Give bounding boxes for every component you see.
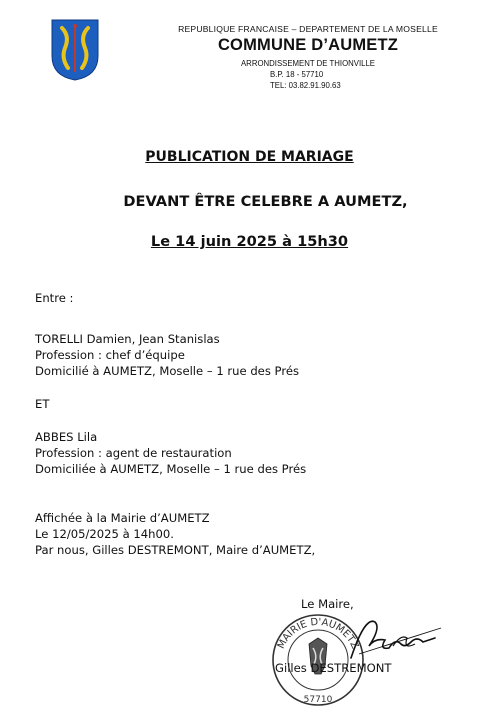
celebration-date-text: Le 14 juin 2025 à 15h30: [150, 233, 349, 250]
celebration-date: [0, 233, 499, 250]
posting-authority: Par nous, Gilles DESTREMONT, Maire d’AUMETZ,: [35, 543, 316, 557]
mayor-title: Le Maire,: [301, 597, 354, 611]
republic-department-line: REPUBLIQUE FRANCAISE – DEPARTEMENT DE LA MOSELLE: [178, 24, 438, 34]
person1-domicile: Domicilié à AUMETZ, Moselle – 1 rue des Prés: [35, 364, 300, 378]
coat-of-arms-icon: [50, 18, 100, 82]
commune-name: COMMUNE D’AUMETZ: [217, 36, 399, 54]
telephone: TEL: 03.82.91.90.63: [270, 81, 341, 90]
person2-domicile: Domiciliée à AUMETZ, Moselle – 1 rue des Prés: [35, 462, 307, 476]
publication-title-text: PUBLICATION DE MARIAGE: [145, 149, 354, 165]
publication-title: [0, 149, 499, 165]
and-label: ET: [35, 397, 50, 411]
person1-name: TORELLI Damien, Jean Stanislas: [35, 332, 220, 346]
posting-location: Affichée à la Mairie d’AUMETZ: [35, 511, 210, 525]
seal-postcode: 57710: [303, 695, 333, 705]
posting-datetime: Le 12/05/2025 à 14h00.: [35, 527, 174, 541]
between-label: Entre :: [35, 291, 74, 305]
handwritten-signature-icon: [345, 608, 445, 668]
seal-top-text: MAIRIE D'AUMETZ: [275, 616, 361, 651]
mayor-name: Gilles DESTREMONT: [275, 661, 392, 675]
person2-name: ABBES Lila: [35, 430, 98, 444]
arrondissement-line: ARRONDISSEMENT DE THIONVILLE: [240, 59, 376, 68]
person1-profession: Profession : chef d’équipe: [35, 348, 185, 362]
person2-profession: Profession : agent de restauration: [35, 446, 232, 460]
celebration-place: DEVANT ÊTRE CELEBRE A AUMETZ,: [123, 193, 408, 210]
postal-box: B.P. 18 - 57710: [270, 70, 324, 79]
